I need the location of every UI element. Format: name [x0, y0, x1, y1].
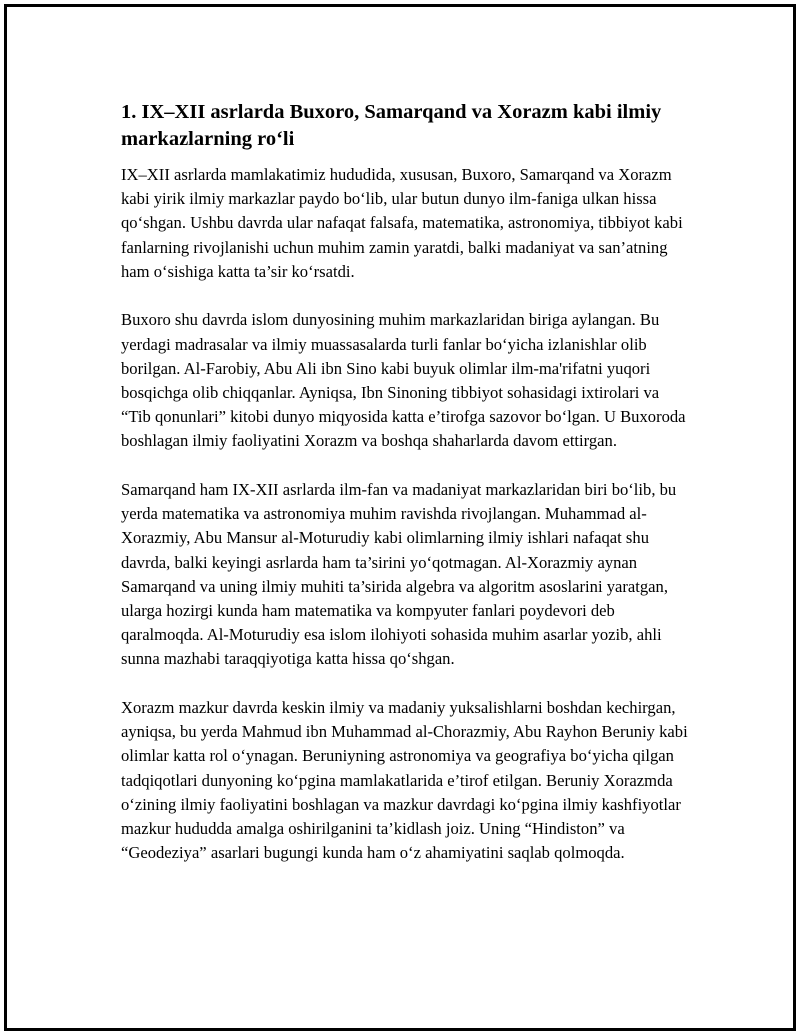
- paragraph-samarqand: Samarqand ham IX-XII asrlarda ilm-fan va madaniyat markazlaridan biri bo‘lib, bu yerda matematika va astronomiya muhim ravishda rivojlangan. Muhammad al-Xorazmiy, Abu Mansur al-Moturudiy kabi olimlarning ilmiy ishlari nafaqat shu davrda, balki keyingi asrlarda ham ta’sirini yo‘qotmagan. Al-Xorazmiy aynan Samarqand va uning ilmiy muhiti ta’sirida algebra va algoritm asoslarini yaratgan, ularga hozirgi kunda ham matematika va kompyuter fanlari poydevori deb qaralmoqda. Al-Moturudiy esa islom ilohiyoti sohasida muhim asarlar yozib, ahli sunna mazhabi taraqqiyotiga katta hissa qo‘shgan.: [121, 480, 677, 669]
- document-body: [121, 99, 689, 890]
- section-heading: 1. IX–XII asrlarda Buxoro, Samarqand va Xorazm kabi ilmiy markazlarning ro‘li: [121, 101, 662, 150]
- paragraph-intro: IX–XII asrlarda mamlakatimiz hududida, xususan, Buxoro, Samarqand va Xorazm kabi yirik ilmiy markazlar paydo bo‘lib, ular butun dunyo ilm-faniga ulkan hissa qo‘shgan. Ushbu davrda ular nafaqat falsafa, matematika, astronomiya, tibbiyot kabi fanlarning rivojlanishi uchun muhim zamin yaratdi, balki madaniyat va san’atning ham o‘sishiga katta ta’sir ko‘rsatdi.: [121, 165, 683, 281]
- paragraph-xorazm: Xorazm mazkur davrda keskin ilmiy va madaniy yuksalishlarni boshdan kechirgan, ayniqsa, bu yerda Mahmud ibn Muhammad al-Chorazmiy, Abu Rayhon Beruniy kabi olimlar katta rol o‘ynagan. Beruniyning astronomiya va geografiya bo‘yicha qilgan tadqiqotlari dunyoning ko‘pgina mamlakatlarida e’tirof etilgan. Beruniy Xorazmda o‘zining ilmiy faoliyatini boshlagan va mazkur davrdagi ko‘pgina ilmiy kashfiyotlar mazkur hududda amalga oshirilganini ta’kidlash joiz. Uning “Hindiston” va “Geodeziya” asarlari bugungi kunda ham o‘z ahamiyatini saqlab qolmoqda.: [121, 698, 688, 863]
- page-frame: [4, 4, 796, 1031]
- paragraph-buxoro: Buxoro shu davrda islom dunyosining muhim markazlaridan biriga aylangan. Bu yerdagi madrasalar va ilmiy muassasalarda turli fanlar bo‘yicha izlanishlar olib borilgan. Al-Farobiy, Abu Ali ibn Sino kabi buyuk olimlar ilm-ma'rifatni yuqori bosqichga olib chiqqanlar. Ayniqsa, Ibn Sinoning tibbiyot sohasidagi ixtirolari va “Tib qonunlari” kitobi dunyo miqyosida katta e’tirofga sazovor bo‘lgan. U Buxoroda boshlagan ilmiy faoliyatini Xorazm va boshqa shaharlarda davom ettirgan.: [121, 310, 686, 451]
